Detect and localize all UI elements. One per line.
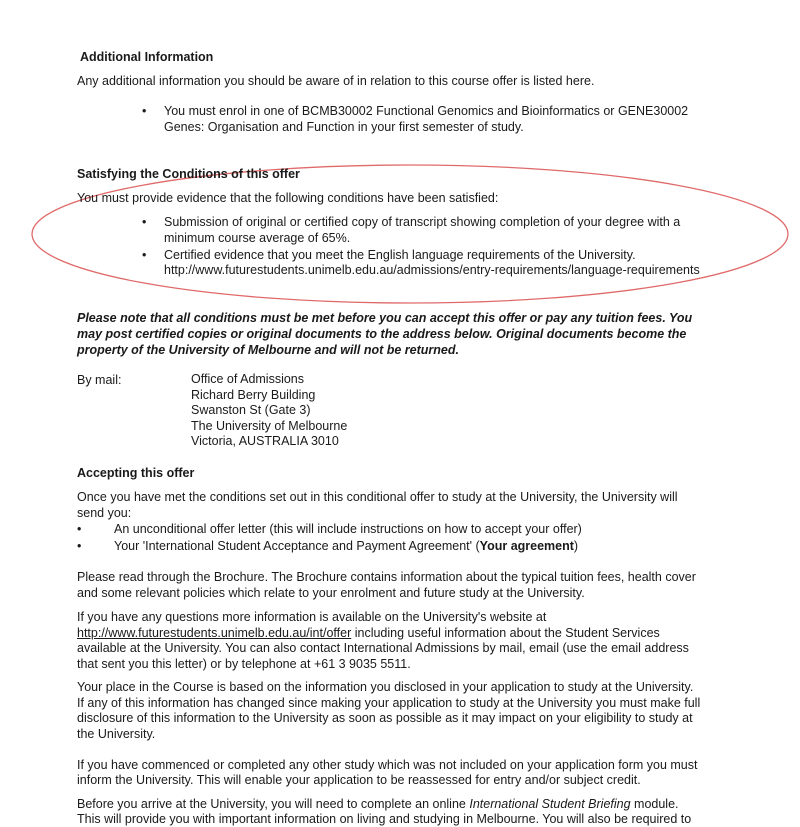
arrival-text: Before you arrive at the University, you will need to complete an online [77, 797, 470, 811]
additional-info-intro: Any additional information you should be aware of in relation to this course offer is listed here. [77, 74, 595, 88]
mail-address-line: Richard Berry Building [191, 387, 316, 402]
mail-address [191, 372, 347, 450]
bullet-icon: • [142, 215, 147, 229]
condition-english-url[interactable]: http://www.futurestudents.unimelb.edu.au/admissions/entry-requirements/language-requirements [164, 263, 700, 277]
mail-label: By mail: [77, 373, 122, 387]
accepting-bullet-offer-letter: An unconditional offer letter (this will include instructions on how to accept your offer) [114, 522, 582, 536]
bullet-icon: • [77, 522, 82, 536]
additional-info-bullet-line1: You must enrol in one of BCMB30002 Functional Genomics and Bioinformatics or GENE30002 [164, 104, 689, 118]
mail-address-line: The University of Melbourne [191, 418, 348, 433]
mail-address-line: Victoria, AUSTRALIA 3010 [191, 434, 339, 448]
agreement-bold: Your agreement [479, 539, 574, 553]
offer-website-link[interactable]: http://www.futurestudents.unimelb.edu.au/int/offer [77, 626, 352, 640]
additional-info-bullet-line2: Genes: Organisation and Function in your first semester of study. [164, 120, 524, 134]
arrival-line1 [77, 796, 679, 812]
questions-line2-rest: including useful information about the Student Services [351, 626, 660, 640]
questions-line3: available at the University. You can also contact International Admissions by mail, email (use the email address [77, 641, 689, 655]
bullet-icon: • [142, 104, 147, 118]
arrival-module-name: International Student Briefing [469, 797, 631, 811]
place-line3: disclosure of this information to the University as soon as possible as it may impact on your eligibility to study at [77, 711, 693, 725]
condition-transcript-line1: Submission of original or certified copy of transcript showing completion of your degree with a [164, 215, 681, 229]
brochure-line2: and some relevant policies which relate to your enrolment and future study at the University. [77, 586, 585, 600]
additional-info-heading: Additional Information [80, 50, 214, 64]
accepting-bullet-agreement [114, 538, 578, 554]
place-line1: Your place in the Course is based on the information you disclosed in your application to study at the University. [77, 680, 694, 694]
place-line2: If any of this information has changed since making your application to study at the University you must make full [77, 696, 701, 710]
other-study-line2: inform the University. This will enable your application to be reassessed for entry and/or subject credit. [77, 773, 641, 787]
accepting-intro-line2: send you: [77, 506, 132, 520]
questions-line1: If you have any questions more information is available on the University's website at [77, 610, 547, 624]
arrival-line2: This will provide you with important information on living and studying in Melbourne. You will also be required to [77, 812, 692, 826]
bullet-icon: • [142, 248, 147, 262]
mail-address-line: Office of Admissions [191, 372, 305, 386]
place-line4: the University. [77, 727, 156, 741]
notice-line1: Please note that all conditions must be met before you can accept this offer or pay any tuition fees. You [77, 311, 693, 325]
condition-english-line1: Certified evidence that you meet the English language requirements of the University. [164, 248, 636, 262]
agreement-text: Your 'International Student Acceptance and Payment Agreement' ( [114, 539, 480, 553]
conditions-intro: You must provide evidence that the following conditions have been satisfied: [77, 191, 499, 205]
bullet-icon: • [77, 539, 82, 553]
accepting-intro-line1: Once you have met the conditions set out in this conditional offer to study at the University, the University will [77, 490, 678, 504]
other-study-line1: If you have commenced or completed any other study which was not included on your application form you must [77, 758, 698, 772]
accepting-heading: Accepting this offer [77, 466, 195, 480]
mail-address-line: Swanston St (Gate 3) [191, 403, 311, 417]
condition-transcript-line2: minimum course average of 65%. [164, 231, 351, 245]
questions-line4: that sent you this letter) or by telephone at +61 3 9035 5511. [77, 657, 411, 671]
brochure-line1: Please read through the Brochure. The Brochure contains information about the typical tuition fees, health cover [77, 570, 696, 584]
agreement-close: ) [573, 539, 579, 553]
notice-line3: property of the University of Melbourne and will not be returned. [77, 343, 459, 357]
conditions-heading: Satisfying the Conditions of this offer [77, 167, 300, 181]
questions-line2 [77, 625, 660, 641]
notice-line2: may post certified copies or original documents to the address below. Original documents become the [77, 327, 687, 341]
arrival-text-end: module. [630, 797, 679, 811]
